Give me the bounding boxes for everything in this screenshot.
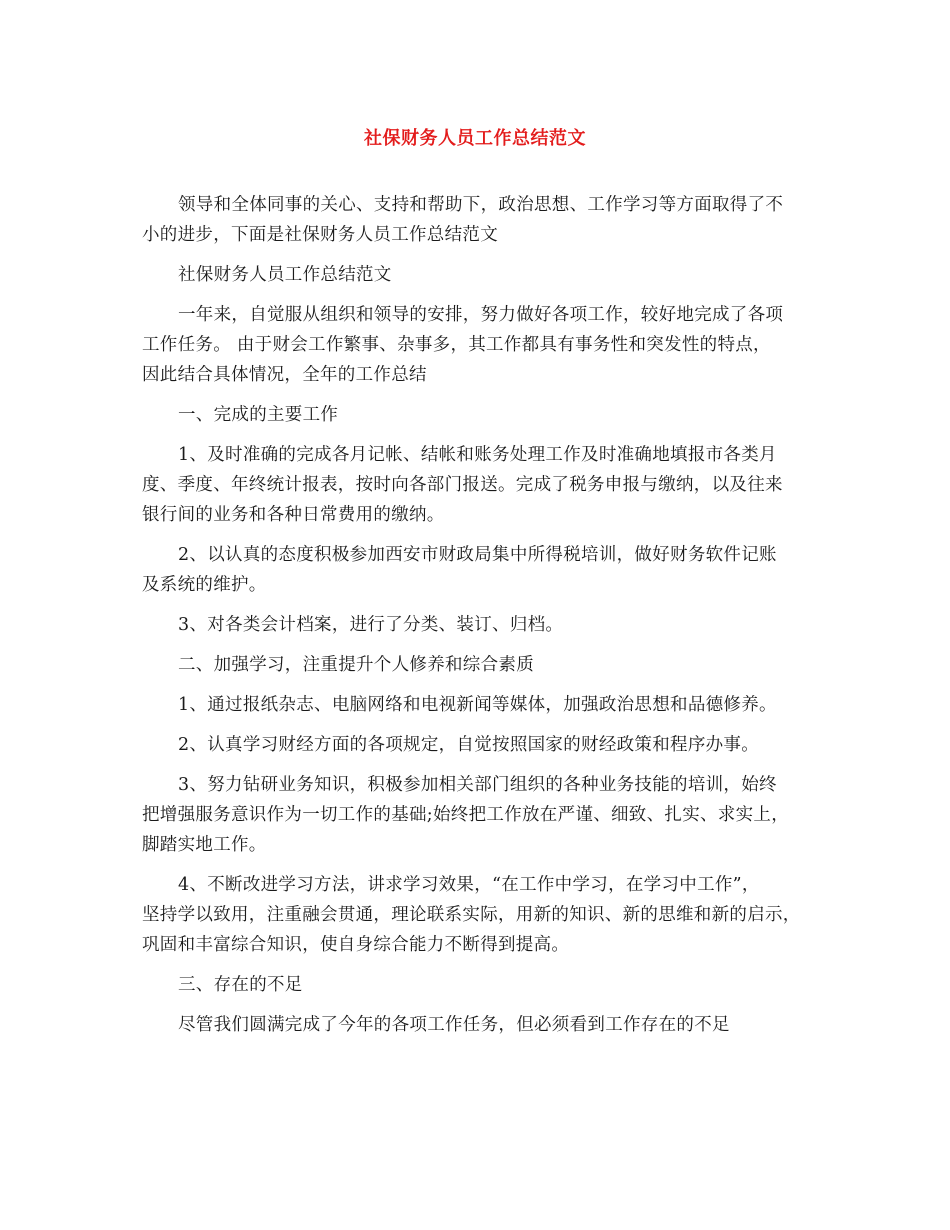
document-body	[142, 190, 822, 1050]
text-line: 工作任务。 由于财会工作繁事、杂事多，其工作都具有事务性和突发性的特点，	[142, 335, 771, 355]
document-title: 社保财务人员工作总结范文	[364, 128, 586, 149]
paragraph-item	[142, 610, 822, 640]
text-line: 3、努力钻研业务知识，积极参加相关部门组织的各种业务技能的培训，始终	[178, 775, 777, 795]
paragraph-item	[142, 1010, 822, 1040]
text-line: 银行间的业务和各种日常费用的缴纳。	[142, 505, 445, 525]
paragraph-subtitle	[142, 260, 822, 290]
paragraph-overview	[142, 300, 822, 390]
text-line: 3、对各类会计档案，进行了分类、装订、归档。	[178, 615, 564, 635]
text-line: 及系统的维护。	[142, 575, 267, 595]
text-line: 小的进步，下面是社保财务人员工作总结范文	[142, 225, 498, 245]
text-line: 因此结合具体情况，全年的工作总结	[142, 365, 427, 385]
text-line: 领导和全体同事的关心、支持和帮助下，政治思想、工作学习等方面取得了不	[178, 195, 784, 215]
text-line: 1、及时准确的完成各月记帐、结帐和账务处理工作及时准确地填报市各类月	[178, 445, 777, 465]
text-line: 2、以认真的态度积极参加西安市财政局集中所得税培训，做好财务软件记账	[178, 545, 777, 565]
section-heading-1	[142, 400, 822, 430]
text-line: 二、加强学习，注重提升个人修养和综合素质	[178, 655, 534, 675]
text-line: 1、通过报纸杂志、电脑网络和电视新闻等媒体，加强政治思想和品德修养。	[178, 695, 777, 715]
paragraph-item	[142, 540, 822, 600]
text-line: 把增强服务意识作为一切工作的基础;始终把工作放在严谨、细致、扎实、求实上，	[142, 805, 789, 825]
paragraph-item	[142, 440, 822, 530]
paragraph-item	[142, 870, 822, 960]
text-line: 2、认真学习财经方面的各项规定，自觉按照国家的财经政策和程序办事。	[178, 735, 760, 755]
section-heading-3	[142, 970, 822, 1000]
paragraph-intro	[142, 190, 822, 250]
text-line: 坚持学以致用，注重融会贯通，理论联系实际，用新的知识、新的思维和新的启示，	[142, 905, 801, 925]
section-heading-2	[142, 650, 822, 680]
paragraph-item	[142, 690, 822, 720]
text-line: 4、不断改进学习方法，讲求学习效果，“在工作中学习，在学习中工作”，	[178, 875, 760, 895]
text-line: 一、完成的主要工作	[178, 405, 339, 425]
text-line: 尽管我们圆满完成了今年的各项工作任务，但必须看到工作存在的不足	[178, 1015, 730, 1035]
text-line: 一年来，自觉服从组织和领导的安排，努力做好各项工作，较好地完成了各项	[178, 305, 784, 325]
paragraph-item	[142, 730, 822, 760]
text-line: 社保财务人员工作总结范文	[178, 265, 392, 285]
text-line: 巩固和丰富综合知识，使自身综合能力不断得到提高。	[142, 935, 570, 955]
text-line: 度、季度、年终统计报表，按时向各部门报送。完成了税务申报与缴纳，以及往来	[142, 475, 783, 495]
paragraph-item	[142, 770, 822, 860]
text-line: 三、存在的不足	[178, 975, 303, 995]
text-line: 脚踏实地工作。	[142, 835, 267, 855]
